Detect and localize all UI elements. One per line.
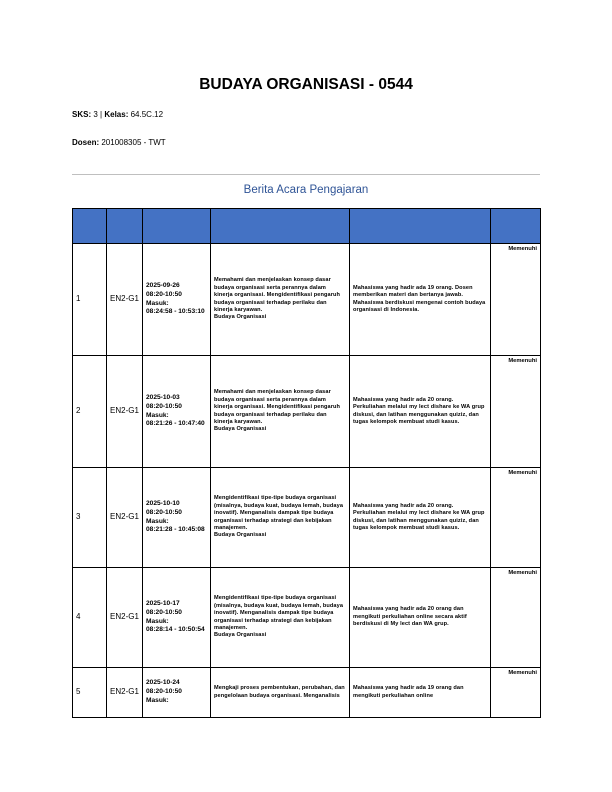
entry-label: Masuk: — [146, 517, 169, 525]
topic-text: Budaya Organisasi — [214, 426, 267, 433]
table-header-row — [73, 209, 541, 244]
session-hours: 08:20-10:50 — [146, 402, 182, 410]
row-number: 2 — [73, 356, 107, 468]
room-code: EN2-G1 — [107, 468, 143, 568]
session-date: 2025-10-24 — [146, 679, 180, 687]
notes-text: Mahasiswa yang hadir ada 19 orang. Dosen memberikan materi dan bertanya jawab. Mahasiswa berdiskusi mengenai contoh budaya organisasi di Indonesia. — [353, 284, 486, 313]
notes-cell — [350, 668, 491, 718]
notes-cell — [350, 468, 491, 568]
dosen-value: 201008305 - TWT — [101, 138, 166, 147]
teaching-log-table — [72, 208, 541, 718]
dosen-label: Dosen: — [72, 138, 100, 147]
material-text: Memahami dan menjelaskan konsep dasar budaya organisasi serta perannya dalam kinerja organisasi. Mengidentifikasi pengaruh budaya organisasi terhadap perilaku dan kinerja karyawan. — [214, 389, 341, 425]
room-code: EN2-G1 — [107, 356, 143, 468]
material-cell — [211, 468, 350, 568]
notes-cell — [350, 244, 491, 356]
status-cell — [491, 568, 541, 668]
session-time — [143, 668, 211, 718]
header-cell — [350, 209, 491, 244]
session-hours: 08:20-10:50 — [146, 290, 182, 298]
header-cell — [73, 209, 107, 244]
status-cell — [491, 668, 541, 718]
status-text: Memenuhi — [508, 470, 537, 476]
notes-text: Mahasiswa yang hadir ada 20 orang. Perkuliahan melalui my lect dishare ke WA grup diskusi, dan latihan menggunakan quiziz, dan tugas kelompok membuat studi kasus. — [353, 396, 485, 425]
kelas-label: Kelas: — [104, 110, 129, 119]
session-time — [143, 568, 211, 668]
notes-cell — [350, 568, 491, 668]
separator: | — [100, 110, 103, 119]
session-time — [143, 468, 211, 568]
row-number: 1 — [73, 244, 107, 356]
room-code: EN2-G1 — [107, 668, 143, 718]
status-text: Memenuhi — [508, 246, 537, 252]
status-text: Memenuhi — [508, 358, 537, 364]
session-date: 2025-09-26 — [146, 281, 180, 289]
session-date: 2025-10-03 — [146, 393, 180, 401]
entry-label: Masuk: — [146, 299, 169, 307]
sks-label: SKS: — [72, 110, 92, 119]
section-title: Berita Acara Pengajaran — [243, 184, 369, 196]
material-text: Mengidentifikasi tipe-tipe budaya organisasi (misalnya, budaya kuat, budaya lemah, budaya inovatif). Menganalisis dampak tipe budaya organisasi terhadap strategi dan kebijakan manajemen. — [214, 595, 344, 631]
session-date: 2025-10-10 — [146, 499, 180, 507]
entry-time: 08:28:14 - 10:50:54 — [146, 626, 205, 634]
row-number: 5 — [73, 668, 107, 718]
topic-text: Budaya Organisasi — [214, 532, 267, 539]
session-hours: 08:20-10:50 — [146, 508, 182, 516]
notes-cell — [350, 356, 491, 468]
status-cell — [491, 244, 541, 356]
table-row — [73, 668, 541, 718]
material-text: Mengidentifikasi tipe-tipe budaya organisasi (misalnya, budaya kuat, budaya lemah, budaya inovatif). Menganalisis dampak tipe budaya organisasi terhadap strategi dan kebijakan manajemen. — [214, 495, 344, 531]
status-text: Memenuhi — [508, 570, 537, 576]
session-time — [143, 356, 211, 468]
notes-text: Mahasiswa yang hadir ada 20 orang. Perkuliahan melalui my lect dishare ke WA grup diskusi, dan latihan menggunakan quiziz, dan tugas kelompok membuat studi kasus. — [353, 502, 485, 531]
session-time — [143, 244, 211, 356]
divider — [72, 174, 540, 175]
notes-text: Mahasiswa yang hadir ada 20 orang dan mengikuti perkuliahan online secara aktif berdiskusi di My lect dan WA grup. — [353, 606, 467, 628]
session-hours: 08:20-10:50 — [146, 608, 182, 616]
notes-text: Mahasiswa yang hadir ada 19 orang dan mengikuti perkuliahan online — [353, 685, 464, 699]
header-cell — [143, 209, 211, 244]
page-title: BUDAYA ORGANISASI - 0544 — [199, 76, 413, 93]
topic-text: Budaya Organisasi — [214, 314, 267, 321]
room-code: EN2-G1 — [107, 568, 143, 668]
material-cell — [211, 568, 350, 668]
status-cell — [491, 468, 541, 568]
table-row — [73, 468, 541, 568]
kelas-value: 64.5C.12 — [130, 110, 164, 119]
session-hours: 08:20-10:50 — [146, 688, 182, 696]
row-number: 4 — [73, 568, 107, 668]
status-text: Memenuhi — [508, 670, 537, 676]
entry-label: Masuk: — [146, 617, 169, 625]
material-cell — [211, 244, 350, 356]
entry-time: 08:24:58 - 10:53:10 — [146, 308, 205, 316]
row-number: 3 — [73, 468, 107, 568]
entry-label: Masuk: — [146, 411, 169, 419]
material-cell — [211, 668, 350, 718]
table-row — [73, 244, 541, 356]
entry-time: 08:21:28 - 10:45:08 — [146, 526, 205, 534]
course-info — [72, 110, 163, 119]
entry-time: 08:21:26 - 10:47:40 — [146, 420, 205, 428]
table-row — [73, 356, 541, 468]
entry-label: Masuk: — [146, 696, 169, 704]
room-code: EN2-G1 — [107, 244, 143, 356]
header-cell — [107, 209, 143, 244]
material-cell — [211, 356, 350, 468]
table-row — [73, 568, 541, 668]
topic-text: Budaya Organisasi — [214, 632, 267, 639]
material-text: Mengkaji proses pembentukan, perubahan, dan pengelolaan budaya organisasi. Menganalisis — [214, 685, 345, 699]
lecturer-info — [72, 138, 166, 147]
header-cell — [211, 209, 350, 244]
sks-value: 3 — [93, 110, 98, 119]
session-date: 2025-10-17 — [146, 599, 180, 607]
status-cell — [491, 356, 541, 468]
material-text: Memahami dan menjelaskan konsep dasar budaya organisasi serta perannya dalam kinerja organisasi. Mengidentifikasi pengaruh budaya organisasi terhadap perilaku dan kinerja karyawan. — [214, 277, 341, 313]
header-cell — [491, 209, 541, 244]
